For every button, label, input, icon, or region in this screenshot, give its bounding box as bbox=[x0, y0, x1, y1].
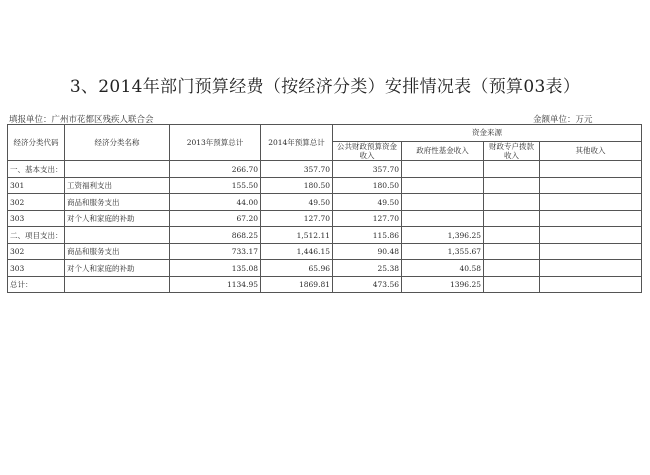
row-2013: 733.17 bbox=[170, 243, 261, 260]
header-funding-source: 资金来源 bbox=[333, 125, 642, 142]
row-2014: 1869.81 bbox=[261, 276, 333, 293]
header-total-2014: 2014年预算总计 bbox=[261, 125, 333, 161]
row-special bbox=[484, 260, 540, 277]
row-name: 对个人和家庭的补助 bbox=[65, 210, 170, 227]
row-2014: 357.70 bbox=[261, 161, 333, 178]
row-public: 90.48 bbox=[333, 243, 402, 260]
row-2013: 868.25 bbox=[170, 227, 261, 244]
row-name bbox=[65, 227, 170, 244]
row-2013: 44.00 bbox=[170, 194, 261, 211]
row-name bbox=[65, 161, 170, 178]
row-code: 总计： bbox=[8, 276, 65, 293]
row-2014: 65.96 bbox=[261, 260, 333, 277]
row-special bbox=[484, 177, 540, 194]
row-special bbox=[484, 243, 540, 260]
table-row bbox=[8, 227, 642, 244]
table-row bbox=[8, 194, 642, 211]
row-other bbox=[540, 194, 642, 211]
row-fund: 1396.25 bbox=[402, 276, 484, 293]
row-public: 49.50 bbox=[333, 194, 402, 211]
row-2013: 266.70 bbox=[170, 161, 261, 178]
row-special bbox=[484, 210, 540, 227]
table-row bbox=[8, 260, 642, 277]
reporting-unit: 填报单位：广州市花都区残疾人联合会 bbox=[9, 115, 154, 125]
header-total-2013: 2013年预算总计 bbox=[170, 125, 261, 161]
row-code: 302 bbox=[8, 243, 65, 260]
header-other: 其他收入 bbox=[540, 141, 642, 161]
row-code: 303 bbox=[8, 260, 65, 277]
row-other bbox=[540, 276, 642, 293]
row-name: 工资福利支出 bbox=[65, 177, 170, 194]
row-special bbox=[484, 161, 540, 178]
row-public: 115.86 bbox=[333, 227, 402, 244]
row-other bbox=[540, 210, 642, 227]
header-name: 经济分类名称 bbox=[65, 125, 170, 161]
row-code: 301 bbox=[8, 177, 65, 194]
row-2013: 67.20 bbox=[170, 210, 261, 227]
row-2014: 1,446.15 bbox=[261, 243, 333, 260]
row-public: 25.38 bbox=[333, 260, 402, 277]
row-fund: 1,355.67 bbox=[402, 243, 484, 260]
row-public: 357.70 bbox=[333, 161, 402, 178]
row-2014: 127.70 bbox=[261, 210, 333, 227]
header-gov-fund: 政府性基金收入 bbox=[402, 141, 484, 161]
table-row-total bbox=[8, 276, 642, 293]
row-other bbox=[540, 243, 642, 260]
row-other bbox=[540, 227, 642, 244]
budget-table bbox=[7, 124, 642, 293]
row-code: 一、基本支出： bbox=[8, 161, 65, 178]
row-public: 473.56 bbox=[333, 276, 402, 293]
row-2014: 1,512.11 bbox=[261, 227, 333, 244]
row-other bbox=[540, 260, 642, 277]
page-title: 3、2014年部门预算经费（按经济分类）安排情况表（预算03表） bbox=[69, 77, 581, 97]
row-public: 127.70 bbox=[333, 210, 402, 227]
row-code: 302 bbox=[8, 194, 65, 211]
header-public-finance: 公共财政预算资金收入 bbox=[333, 141, 402, 161]
row-other bbox=[540, 177, 642, 194]
table-row bbox=[8, 243, 642, 260]
table-row bbox=[8, 177, 642, 194]
row-2013: 135.08 bbox=[170, 260, 261, 277]
header-code: 经济分类代码 bbox=[8, 125, 65, 161]
row-2013: 155.50 bbox=[170, 177, 261, 194]
row-special bbox=[484, 227, 540, 244]
header-special-account: 财政专户拨款收入 bbox=[484, 141, 540, 161]
row-special bbox=[484, 194, 540, 211]
table-row bbox=[8, 161, 642, 178]
row-other bbox=[540, 161, 642, 178]
row-2014: 180.50 bbox=[261, 177, 333, 194]
table-row bbox=[8, 210, 642, 227]
amount-unit: 金额单位：万元 bbox=[533, 115, 593, 125]
row-fund bbox=[402, 161, 484, 178]
row-special bbox=[484, 276, 540, 293]
row-code: 二、项目支出： bbox=[8, 227, 65, 244]
row-name bbox=[65, 276, 170, 293]
row-name: 对个人和家庭的补助 bbox=[65, 260, 170, 277]
row-fund bbox=[402, 210, 484, 227]
row-fund bbox=[402, 177, 484, 194]
row-2014: 49.50 bbox=[261, 194, 333, 211]
row-2013: 1134.95 bbox=[170, 276, 261, 293]
row-public: 180.50 bbox=[333, 177, 402, 194]
row-name: 商品和服务支出 bbox=[65, 194, 170, 211]
row-code: 303 bbox=[8, 210, 65, 227]
row-name: 商品和服务支出 bbox=[65, 243, 170, 260]
row-fund: 1,396.25 bbox=[402, 227, 484, 244]
row-fund: 40.58 bbox=[402, 260, 484, 277]
row-fund bbox=[402, 194, 484, 211]
